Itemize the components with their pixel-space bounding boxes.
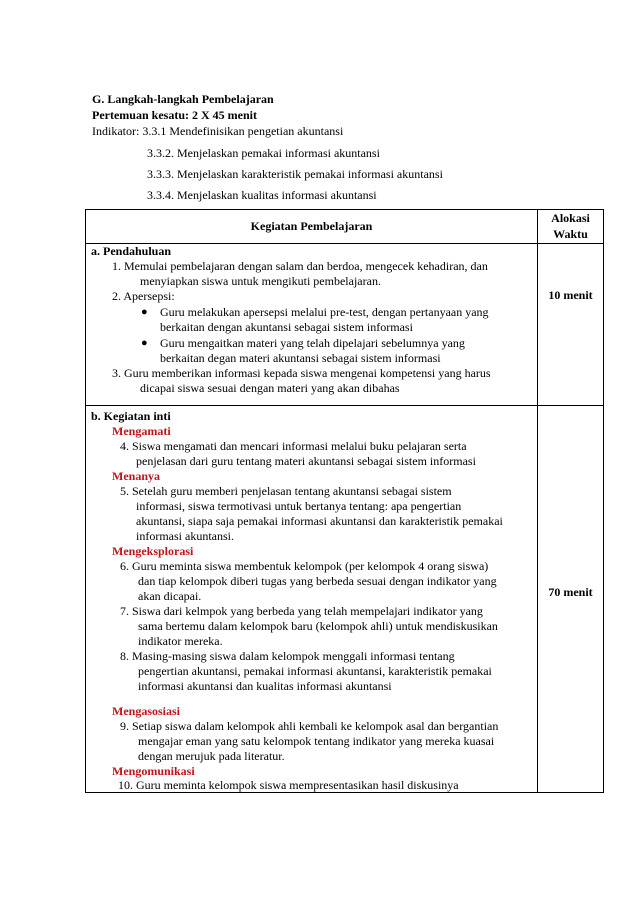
phase-mengamati: Mengamati	[112, 424, 171, 438]
indicator-first: Indikator: 3.3.1 Mendefinisikan pengetian akuntansi	[92, 124, 344, 138]
list-item-cont: dengan merujuk pada literatur.	[138, 749, 285, 763]
list-item-cont: informasi akuntansi.	[136, 529, 234, 543]
time-kegiatan-inti: 70 menit	[548, 585, 593, 599]
table-border	[85, 405, 604, 406]
bullet-item: Guru melakukan apersepsi melalui pre-test, dengan pertanyaan yang	[160, 305, 489, 319]
phase-mengeksplorasi: Mengeksplorasi	[112, 544, 194, 558]
list-item-cont: mengajar eman yang satu kelompok tentang indikator yang mereka kuasai	[138, 734, 495, 748]
list-item: 5. Setelah guru memberi penjelasan tentang akuntansi sebagai sistem	[120, 484, 452, 498]
list-item-cont: indikator mereka.	[138, 634, 223, 648]
header-allocation: Alokasi	[551, 211, 590, 225]
indicator-item: 3.3.2. Menjelaskan pemakai informasi akuntansi	[147, 146, 380, 160]
indicator-item: 3.3.4. Menjelaskan kualitas informasi akuntansi	[147, 188, 377, 202]
list-item-cont: sama bertemu dalam kelompok baru (kelompok ahli) untuk mendiskusikan	[138, 619, 498, 633]
list-item-cont: menyiapkan siswa untuk mengikuti pembelajaran.	[140, 274, 381, 288]
bullet-icon: ●	[141, 306, 148, 318]
phase-mengasosiasi: Mengasosiasi	[112, 704, 181, 718]
meeting-info: Pertemuan kesatu: 2 X 45 menit	[92, 108, 257, 122]
table-border	[85, 209, 604, 210]
list-item: 4. Siswa mengamati dan mencari informasi melalui buku pelajaran serta	[120, 439, 467, 453]
bullet-icon: ●	[141, 337, 148, 349]
section-pendahuluan: a. Pendahuluan	[91, 244, 172, 258]
time-pendahuluan: 10 menit	[548, 288, 593, 302]
phase-mengomunikasi: Mengomunikasi	[112, 764, 195, 778]
section-title: G. Langkah-langkah Pembelajaran	[92, 92, 274, 106]
list-item: 6. Guru meminta siswa membentuk kelompok (per kelompok 4 orang siswa)	[120, 559, 489, 573]
list-item-cont: informasi, siswa termotivasi untuk bertanya tentang: apa pengertian	[136, 499, 462, 513]
header-activity: Kegiatan Pembelajaran	[250, 219, 373, 233]
bullet-item-cont: berkaitan dengan akuntansi sebagai sistem informasi	[160, 320, 413, 334]
phase-menanya: Menanya	[112, 469, 160, 483]
list-item: 7. Siswa dari kelmpok yang berbeda yang telah mempelajari indikator yang	[120, 604, 483, 618]
table-border	[85, 209, 86, 793]
list-item: 1. Memulai pembelajaran dengan salam dan berdoa, mengecek kehadiran, dan	[112, 259, 488, 273]
list-item-cont: penjelasan dari guru tentang materi akuntansi sebagai sistem informasi	[136, 454, 476, 468]
list-item: 2. Apersepsi:	[112, 289, 175, 303]
list-item-cont: pengertian akuntansi, pemakai informasi akuntansi, karakteristik pemakai	[138, 664, 492, 678]
section-kegiatan-inti: b. Kegiatan inti	[91, 409, 171, 423]
list-item-cont: informasi akuntansi dan kualitas informasi akuntansi	[138, 679, 392, 693]
bullet-item: Guru mengaitkan materi yang telah dipelajari sebelumnya yang	[160, 336, 465, 350]
list-item-cont: dicapai siswa sesuai dengan materi yang akan dibahas	[140, 381, 400, 395]
bullet-item-cont: berkaitan degan materi akuntansi sebagai sistem informasi	[160, 351, 441, 365]
indicator-item: 3.3.3. Menjelaskan karakteristik pemakai informasi akuntansi	[147, 167, 443, 181]
list-item: 10. Guru meminta kelompok siswa mempresentasikan hasil diskusinya	[118, 778, 459, 792]
list-item-cont: akan dicapai.	[138, 589, 202, 603]
list-item: 8. Masing-masing siswa dalam kelompok menggali informasi tentang	[120, 649, 455, 663]
list-item-cont: dan tiap kelompok diberi tugas yang berbeda sesuai dengan indikator yang	[138, 574, 497, 588]
table-border	[603, 209, 604, 793]
list-item: 9. Setiap siswa dalam kelompok ahli kembali ke kelompok asal dan bergantian	[120, 719, 499, 733]
header-time: Waktu	[553, 227, 588, 241]
list-item: 3. Guru memberikan informasi kepada siswa mengenai kompetensi yang harus	[112, 366, 491, 380]
list-item-cont: akuntansi, siapa saja pemakai informasi akuntansi dan karakteristik pemakai	[136, 514, 503, 528]
